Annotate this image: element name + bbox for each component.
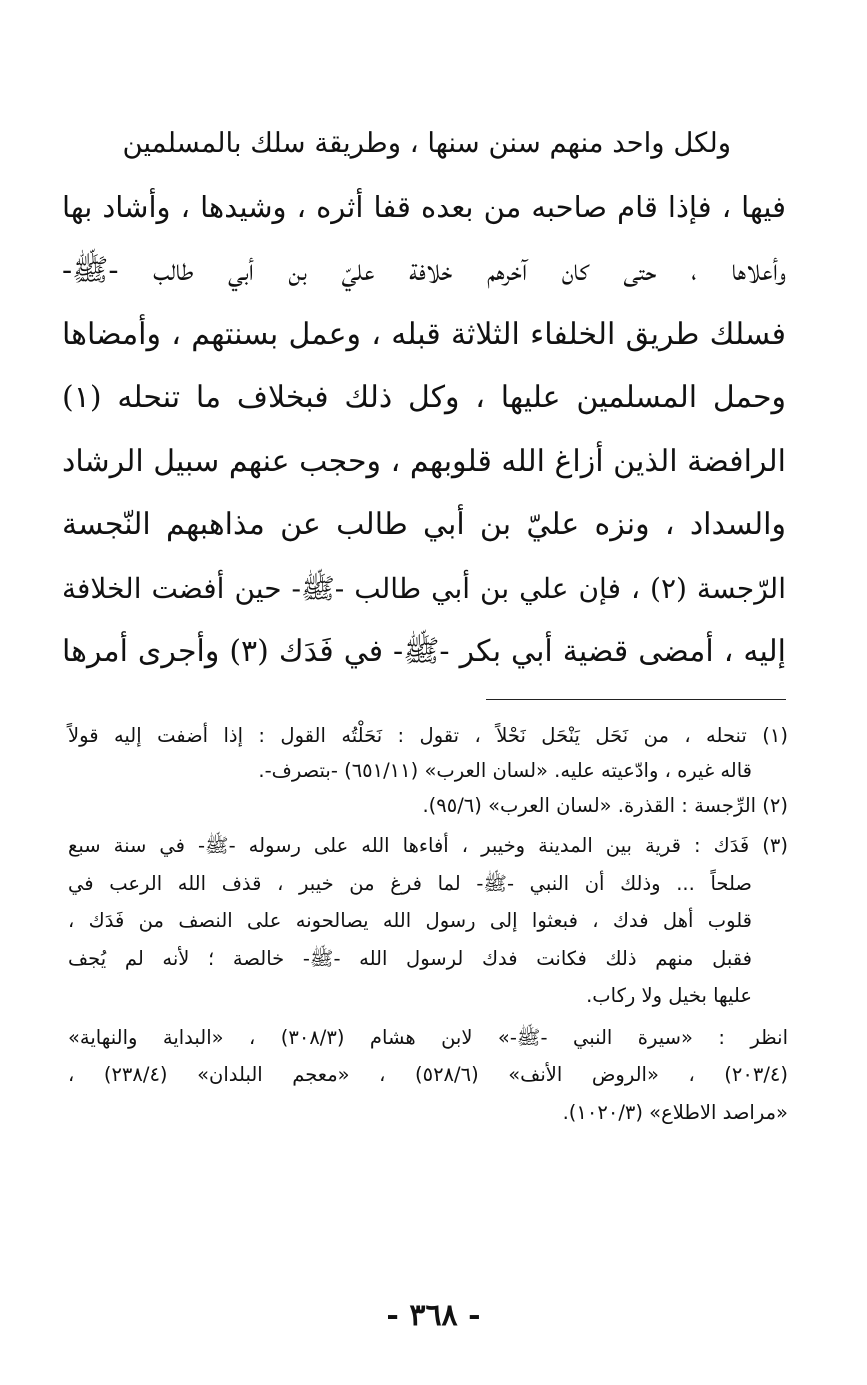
footnote-line: (٢٠٣/٤) ، «الروض الأنف» (٥٢٨/٦) ، «معجم البلدان» (٢٣٨/٤) ، <box>68 1063 788 1086</box>
footnote-line: (٢) الرِّجسة : القذرة. «لسان العرب» (٩٥/٦). <box>422 794 788 817</box>
main-text-line: وحمل المسلمين عليها ، وكل ذلك فبخلاف ما تنحله (١) <box>62 380 786 415</box>
main-text-body <box>62 112 786 684</box>
main-text-line: ولكل واحد منهم سنن سنها ، وطريقة سلك بالمسلمين <box>122 127 731 159</box>
page-number: - ٣٦٨ - <box>386 1298 481 1333</box>
footnote-line: عليها بخيل ولا ركاب. <box>586 984 752 1007</box>
footnote-line: (١) تنحله ، من نَحَل يَنْحَل نَحْلاً ، تقول : نَحَلْتُه القول : إذا أضفت إليه قولاً <box>68 724 788 747</box>
footnote-line: «مراصد الاطلاع» (١٠٢٠/٣). <box>562 1100 788 1124</box>
footnote-separator <box>486 699 786 700</box>
main-text-line: الرافضة الذين أزاغ الله قلوبهم ، وحجب عنهم سبيل الرشاد <box>62 443 786 479</box>
footnote-line: انظر : «سيرة النبي -ﷺ-» لابن هشام (٣٠٨/٣) ، «البداية والنهاية» <box>68 1025 788 1049</box>
footnote-line: قلوب أهل فدك ، فبعثوا إلى رسول الله يصالحونه على النصف من فَدَك ، <box>68 909 752 932</box>
main-text-line: إليه ، أمضى قضية أبي بكر -ﷺ- في فَدَك (٣) وأجرى أمرها <box>62 634 786 669</box>
main-text-line: فيها ، فإذا قام صاحبه من بعده قفا أثره ، وشيدها ، وأشاد بها <box>62 189 787 224</box>
footnote-line: صلحاً ... وذلك أن النبي -ﷺ- لما فرغ من خيبر ، قذف الله الرعب في <box>68 871 752 895</box>
footnote-line: (٣) فَدَك : قرية بين المدينة وخيبر ، أفاءها الله على رسوله -ﷺ- في سنة سبع <box>68 834 788 857</box>
footnote-line: قاله غيره ، وادّعيته عليه. «لسان العرب» (٦٥١/١١) -بتصرف-. <box>258 759 752 782</box>
main-text-line: والسداد ، ونزه عليّ بن أبي طالب عن مذاهبهم النّجسة <box>62 507 786 542</box>
main-text-line: وأعلاها ، حتى كان آخرهم خلافة عليّ بن أبي طالب -ﷺ- <box>62 253 786 288</box>
footnotes-section <box>68 718 788 1131</box>
footnote-line: فقبل منهم ذلك فكانت فدك لرسول الله -ﷺ- خالصة ؛ لأنه لم يُجف <box>68 946 752 970</box>
main-text-line: فسلك طريق الخلفاء الثلاثة قبله ، وعمل بسنتهم ، وأمضاها <box>62 316 786 352</box>
main-text-line: الرّجسة (٢) ، فإن علي بن أبي طالب -ﷺ- حين أفضت الخلافة <box>62 571 786 605</box>
